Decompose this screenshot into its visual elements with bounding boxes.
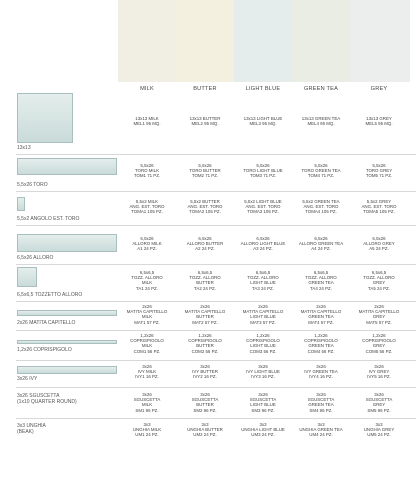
table-cell: 1,2x26 COPRISPIGOLO MILK COM1 56 PZ. [130,333,164,354]
table-cell: 1,2x26 COPRISPIGOLO LIGHT BLUE COM3 56 PZ. [246,333,280,354]
swatch-grey [350,0,410,82]
table-cell: 6,5x26 ALLORO LIGHT BLUE A3 24 PZ. [240,236,286,252]
row-divider [16,301,416,302]
table-cell: 13x13 LIGHT BLUE MEL3 95 MQ. [243,116,283,127]
table-cell: 13x13 GREEN TEA MEL4 95 MQ. [301,116,341,127]
row-divider [16,264,416,265]
tile-image-matita-capitello [17,310,117,316]
table-cell: 5,5x2 GREEN TEA ANG. EST. TORO TOMA4 105 PZ. [302,199,340,215]
row-divider [16,330,416,331]
table-cell: 6,5x6,5 TOZZ. ALLORO BUTTER TA2 24 PZ. [189,270,221,291]
table-cell: 3x26 IVY MILK IVY1 16 PZ. [135,364,159,380]
row-divider [16,225,416,226]
tile-image-coprispigolo [17,340,117,344]
table-cell: 3x26 IVY LIGHT BLUE IVY3 16 PZ. [246,364,280,380]
row-divider [16,154,416,155]
row-divider [16,191,416,192]
table-cell: 2x26 MATITA CAPITELLO LIGHT BLUE MAT3 57 PZ. [242,304,284,325]
table-cell: 6,5x26 ALLORO MILK A1 24 PZ. [132,236,162,252]
table-cell: 5,5x2 BUTTER ANG. EST. TORO TOMA2 105 PZ. [187,199,223,215]
table-cell: 3x3 UNGHIA BUTTER UM2 24 PZ. [187,422,223,438]
table-cell: 2x26 MATITA CAPITELLO BUTTER MAT2 57 PZ. [184,304,226,325]
table-cell: 5,5x26 TORO MILK TOM1 71 PZ. [133,163,161,179]
table-cell: 13x13 MILK MEL1 95 MQ. [133,116,161,127]
table-cell: 3x3 UNGHIA MILK UM1 24 PZ. [132,422,162,438]
table-cell: 5,5x26 TORO GREY TOM5 71 PZ. [365,163,393,179]
row-label: 6,5x26 ALLORO [17,255,54,261]
tile-image-angolo-toro [17,197,25,211]
table-cell: 5,5x26 TORO LIGHT BLUE TOM3 71 PZ. [243,163,283,179]
swatch-green-tea [292,0,350,82]
table-cell: 3x26 SGUSCETTA GREEN TEA SM4 96 PZ. [307,392,335,413]
tile-image-tozzetto-alloro [17,267,37,287]
table-cell: 5,5x26 TORO GREEN TEA TOM4 71 PZ. [301,163,341,179]
table-cell: 3x26 SGUSCETTA GREY SM5 96 PZ. [365,392,393,413]
table-cell: 6,5x6,5 TOZZ. ALLORO GREEN TEA TA4 24 PZ. [305,270,337,291]
tile-image-toro [17,158,117,175]
table-cell: 2x26 MATITA CAPITELLO GREEN TEA MAT4 57 PZ. [300,304,342,325]
table-cell: 6,5x6,5 TOZZ. ALLORO LIGHT BLUE TA3 24 PZ. [247,270,279,291]
tile-image-alloro [17,234,117,252]
table-cell: 3x26 SGUSCETTA BUTTER SM2 96 PZ. [191,392,219,413]
swatch-light-blue [234,0,292,82]
column-header-light-blue: LIGHT BLUE [245,86,281,92]
table-cell: 6,5x26 ALLORO BUTTER A2 24 PZ. [186,236,224,252]
table-cell: 13x13 BUTTER MEL2 95 MQ. [189,116,221,127]
table-cell: 3x3 UNGHIA GREEN TEA UM4 24 PZ. [299,422,343,438]
table-cell: 5,5x2 LIGHT BLUE ANG. EST. TORO TOMA3 105 PZ. [244,199,282,215]
row-label: 1,2x26 COPRISPIGOLO [17,347,72,353]
column-header-butter: BUTTER [193,86,217,92]
table-cell: 3x3 UNGHIA LIGHT BLUE UM3 24 PZ. [241,422,285,438]
table-cell: 1,2x26 COPRISPIGOLO BUTTER COM2 56 PZ. [188,333,222,354]
table-cell: 5,5x2 GREY ANG. EST. TORO TOMA5 105 PZ. [361,199,397,215]
table-cell: 5,5x26 TORO BUTTER TOM2 71 PZ. [189,163,221,179]
row-divider [16,387,416,388]
table-cell: 3x26 SGUSCETTA MILK SM1 96 PZ. [133,392,161,413]
table-cell: 6,5x6,5 TOZZ. ALLORO GREY TA5 24 PZ. [363,270,395,291]
table-cell: 3x26 SGUSCETTA LIGHT BLUE SM3 96 PZ. [249,392,277,413]
row-label: 3x26 IVY [17,376,38,382]
tile-image-ivy [17,366,117,374]
row-label: 6,5x6,5 TOZZETTO ALLORO [17,292,83,298]
row-label: 5,5x2 ANGOLO EST. TORO [17,216,80,222]
row-label: 3x26 SGUSCETTA (1x10 QUARTER ROUND) [17,393,77,405]
swatch-butter [176,0,234,82]
table-cell: 1,2x26 COPRISPIGOLO GREY COM5 56 PZ. [362,333,396,354]
column-header-grey: GREY [370,86,388,92]
table-cell: 1,2x26 COPRISPIGOLO GREEN TEA COM4 56 PZ. [304,333,338,354]
row-label: 13x13 [17,145,31,151]
row-label: 2x26 MATITA CAPITELLO [17,320,76,326]
swatch-milk [118,0,176,82]
table-cell: 3x26 IVY GREY IVY5 16 PZ. [367,364,391,380]
table-cell: 3x26 IVY BUTTER IVY2 16 PZ. [192,364,218,380]
row-divider [16,360,416,361]
table-cell: 2x26 MATITA CAPITELLO MILK MAT1 57 PZ. [126,304,168,325]
table-cell: 6,5x6,5 TOZZ. ALLORO MILK TA1 24 PZ. [131,270,163,291]
row-label: 3x3 UNGHIA (BEAK) [17,423,46,435]
column-header-green-tea: GREEN TEA [303,86,339,92]
table-cell: 2x26 MATITA CAPITELLO GREY MAT5 57 PZ. [358,304,400,325]
table-cell: 6,5x26 ALLORO GREEN TEA A4 24 PZ. [298,236,344,252]
table-cell: 3x26 IVY GREEN TEA IVY4 16 PZ. [304,364,338,380]
table-cell: 13x13 GREY MEL5 95 MQ. [365,116,393,127]
row-divider [16,418,416,419]
table-cell: 5,5x2 MILK ANG. EST. TORO TOMA1 105 PZ. [129,199,165,215]
tile-image-13x13 [17,93,73,143]
row-label: 5,5x26 TORO [17,182,48,188]
column-header-milk: MILK [140,86,154,92]
table-cell: 3x3 UNGHIA GREY UM5 24 PZ. [363,422,395,438]
table-cell: 6,5x26 ALLORO GREY A5 24 PZ. [363,236,395,252]
